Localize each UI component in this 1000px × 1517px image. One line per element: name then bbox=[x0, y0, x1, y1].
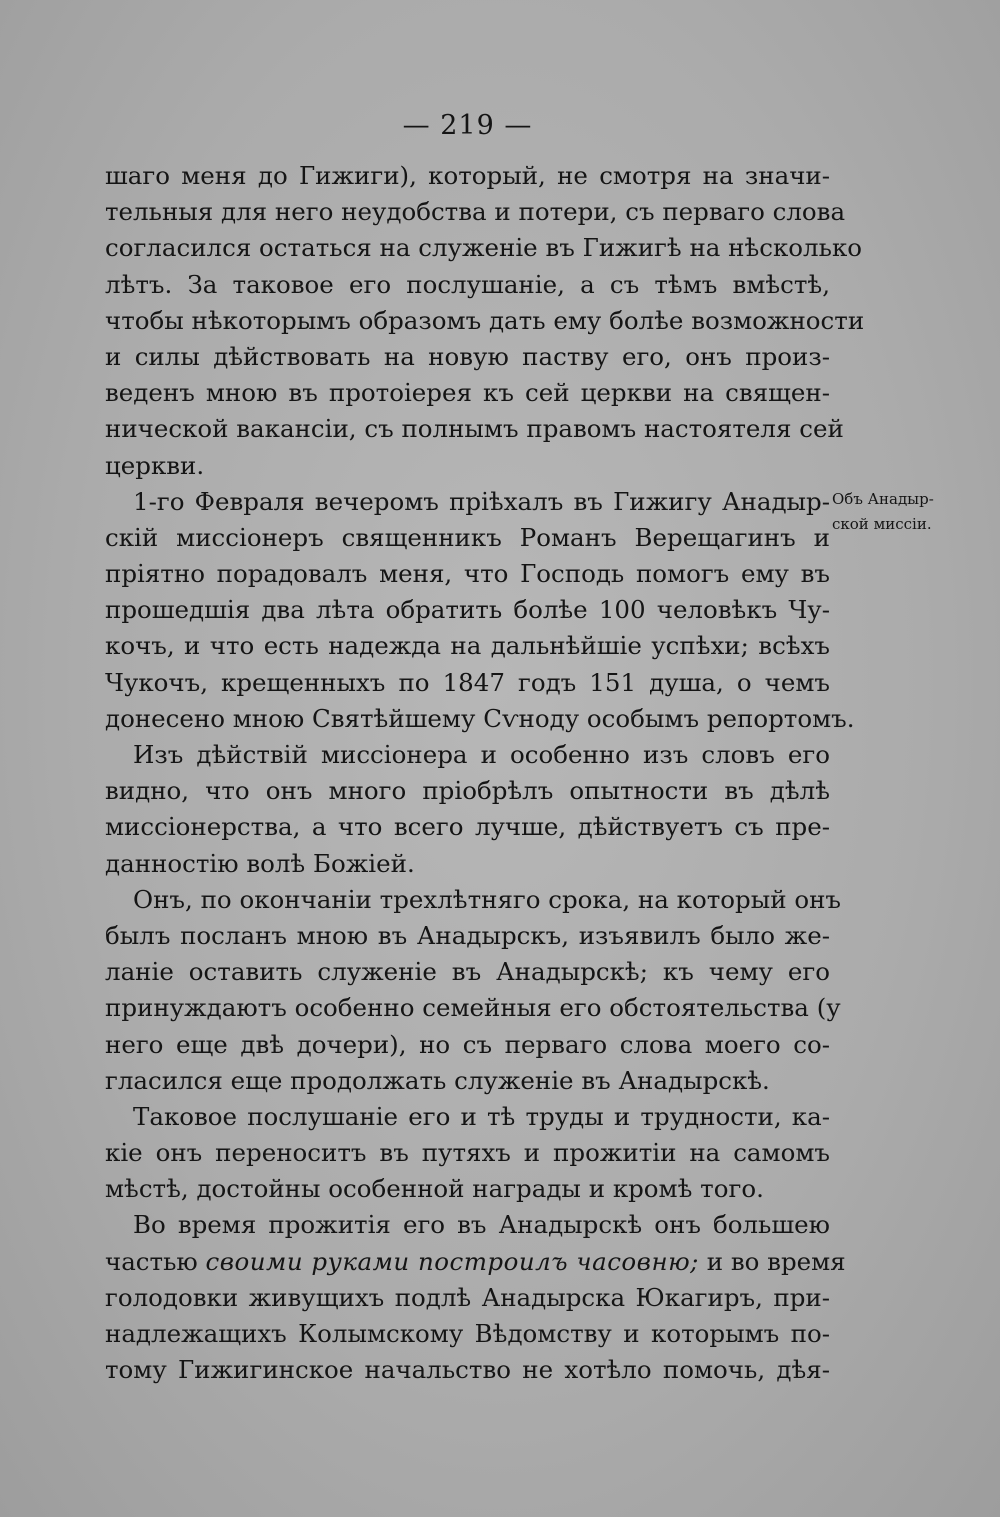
text-line: лѣтъ. За таковое его послушаніе, а съ тѣмъ вмѣстѣ, bbox=[105, 269, 830, 299]
text-line-mixed bbox=[105, 1244, 846, 1280]
text-line: тельныя для него неудобства и потери, съ перваго слова bbox=[105, 197, 846, 227]
text-line: кіе онъ переноситъ въ путяхъ и прожитіи на самомъ bbox=[105, 1138, 830, 1168]
text-line: видно, что онъ много пріобрѣлъ опытности въ дѣлѣ bbox=[105, 776, 830, 806]
text-line: чтобы нѣкоторымъ образомъ дать ему болѣе возможности bbox=[105, 305, 865, 335]
text-line: Таковое послушаніе его и тѣ труды и трудности, ка- bbox=[133, 1101, 830, 1131]
main-text bbox=[105, 158, 865, 1388]
text-line: и силы дѣйствовать на новую паству его, онъ произ- bbox=[105, 341, 830, 371]
text-line: надлежащихъ Колымскому Вѣдомству и которымъ по- bbox=[105, 1319, 830, 1348]
text-line: него еще двѣ дочери), но съ перваго слова моего со- bbox=[105, 1029, 830, 1059]
margin-note-line: ской миссіи. bbox=[832, 515, 932, 533]
text-line: 1-го Февраля вечеромъ пріѣхалъ въ Гижигу Анадыр- bbox=[133, 486, 830, 516]
text-line: Во время прожитія его въ Анадырскѣ онъ большею bbox=[133, 1210, 830, 1240]
text-line: принуждаютъ особенно семейныя его обстоятельства (у bbox=[105, 993, 841, 1023]
page-number: — 219 — bbox=[402, 110, 533, 141]
text-line: данностію волѣ Божіей. bbox=[105, 848, 415, 878]
text-line: пріятно порадовалъ меня, что Господь помогъ ему въ bbox=[105, 559, 830, 589]
text-line: шаго меня до Гижиги), который, не смотря на значи- bbox=[105, 161, 830, 190]
text-line: донесено мною Святѣйшему Сѵноду особымъ репортомъ. bbox=[105, 703, 855, 733]
text-line: прошедшія два лѣта обратить болѣе 100 человѣкъ Чу- bbox=[105, 595, 830, 625]
text-line: скій миссіонеръ священникъ Романъ Верещагинъ и bbox=[105, 522, 830, 552]
text-segment: и во время bbox=[706, 1246, 846, 1276]
text-line: Чукочъ, крещенныхъ по 1847 годъ 151 душа, о чемъ bbox=[105, 667, 830, 697]
text-line: ланіе оставить служеніе въ Анадырскѣ; къ чему его bbox=[105, 957, 830, 987]
text-line: тому Гижигинское начальство не хотѣло помочь, дѣя- bbox=[105, 1355, 830, 1385]
text-line: церкви. bbox=[105, 450, 205, 480]
text-line: кочъ, и что есть надежда на дальнѣйшіе успѣхи; всѣхъ bbox=[105, 631, 830, 661]
margin-note-line: Объ Анадыр- bbox=[832, 490, 934, 508]
text-line: мѣстѣ, достойны особенной награды и кромѣ того. bbox=[105, 1174, 764, 1204]
text-line: Онъ, по окончаніи трехлѣтняго срока, на который онъ bbox=[133, 884, 841, 914]
text-line: миссіонерства, а что всего лучше, дѣйствуетъ съ пре- bbox=[105, 812, 830, 842]
text-line: веденъ мною въ протоіерея къ сей церкви на священ- bbox=[105, 378, 830, 408]
text-line: нической вакансіи, съ полнымъ правомъ настоятеля сей bbox=[105, 414, 844, 444]
text-segment: частью bbox=[105, 1246, 198, 1276]
margin-note bbox=[832, 487, 992, 537]
italic-emphasis: своими руками построилъ часовню; bbox=[205, 1246, 699, 1276]
text-line: былъ посланъ мною въ Анадырскъ, изъявилъ было же- bbox=[105, 920, 830, 950]
text-line: гласился еще продолжать служеніе въ Анадырскѣ. bbox=[105, 1065, 770, 1095]
text-line: голодовки живущихъ подлѣ Анадырска Юкагиръ, при- bbox=[105, 1282, 830, 1312]
text-line: согласился остаться на служеніе въ Гижигѣ на нѣсколько bbox=[105, 233, 863, 263]
text-line: Изъ дѣйствій миссіонера и особенно изъ словъ его bbox=[133, 740, 830, 769]
